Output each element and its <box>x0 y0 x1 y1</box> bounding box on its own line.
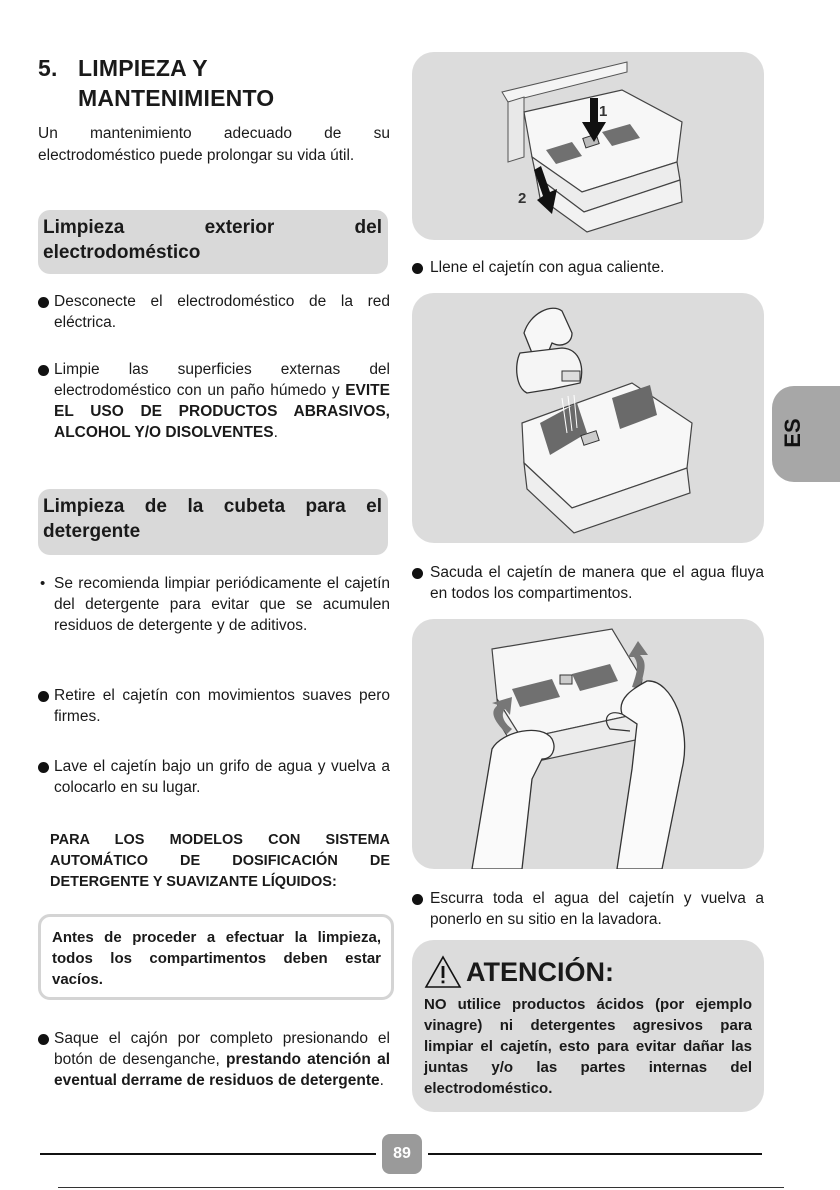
bullet-bold-text: prestando atención al eventual derrame de residuos de detergente <box>54 1051 390 1089</box>
bullet-recommendation <box>38 573 390 636</box>
attention-body: NO utilice productos ácidos (por ejemplo vinagre) ni detergentes agresivos para limpiar el cajetín, esto para evitar dañar las juntas y/o las partes internas del electrodoméstico. <box>424 996 752 1097</box>
section-title-line2: MANTENIMIENTO <box>78 85 275 111</box>
bottom-rule <box>58 1187 784 1188</box>
caption-fill-water <box>412 257 764 278</box>
bullet-small-dot-icon: • <box>40 575 46 592</box>
heading-exterior-cleaning: Limpieza exterior del electrodoméstico <box>38 210 388 274</box>
bullet-disconnect <box>38 291 390 333</box>
notice-text: Antes de proceder a efectuar la limpieza, todos los compartimentos deben estar vacíos. <box>52 929 381 988</box>
bullet-clean-surfaces <box>38 359 390 443</box>
bullet-bold-text: EVITE EL USO DE PRODUCTOS ABRASIVOS, ALCOHOL Y/O DISOLVENTES <box>54 382 390 441</box>
bullet-dot-icon <box>38 691 49 702</box>
bullet-remove-drawer <box>38 685 390 727</box>
bullet-pull-out-drawer <box>38 1028 390 1091</box>
footer-line-right <box>428 1153 762 1155</box>
bullet-text: Retire el cajetín con movimientos suaves pero firmes. <box>54 687 390 725</box>
bullet-text: Lave el cajetín bajo un grifo de agua y vuelva a colocarlo en su lugar. <box>54 758 390 796</box>
models-note: PARA LOS MODELOS CON SISTEMA AUTOMÁTICO DE DOSIFICACIÓN DE DETERGENTE Y SUAVIZANTE LÍQUIDOS: <box>50 832 390 890</box>
heading-detergent-drawer: Limpieza de la cubeta para el detergente <box>38 489 388 555</box>
attention-header <box>424 952 752 992</box>
language-tab-label: ES <box>780 418 805 448</box>
section-title <box>38 53 398 113</box>
bullet-text: Se recomienda limpiar periódicamente el cajetín del detergente para evitar que se acumulen residuos de detergente y de aditivos. <box>54 575 390 634</box>
bullet-dot-icon <box>38 297 49 308</box>
caption-text: Sacuda el cajetín de manera que el agua fluya en todos los compartimentos. <box>430 564 764 602</box>
bullet-dot-icon <box>38 365 49 376</box>
attention-title: ATENCIÓN: <box>466 956 614 987</box>
empty-compartments-notice <box>38 914 394 1000</box>
caption-drain-water <box>412 888 764 930</box>
warning-triangle-icon <box>424 955 462 989</box>
bullet-dot-icon <box>38 1034 49 1045</box>
intro-paragraph: Un mantenimiento adecuado de su electrodoméstico puede prolongar su vida útil. <box>38 125 390 164</box>
step-label-2: 2 <box>518 190 527 207</box>
step-label-1: 1 <box>599 103 608 120</box>
section-title-line1: LIMPIEZA Y <box>78 55 208 81</box>
caption-text: Llene el cajetín con agua caliente. <box>430 259 665 276</box>
attention-box <box>412 940 764 1112</box>
bullet-dot-icon <box>412 568 423 579</box>
faucet-filling-illustration <box>412 293 764 543</box>
caption-text: Escurra toda el agua del cajetín y vuelva a ponerlo en su sitio en la lavadora. <box>430 890 764 928</box>
caption-shake-drawer <box>412 562 764 604</box>
footer-line-left <box>40 1153 376 1155</box>
bullet-dot-icon <box>412 894 423 905</box>
drawer-removal-illustration <box>412 52 764 240</box>
bullet-text: Limpie las superficies externas del electrodoméstico con un paño húmedo y <box>54 361 390 399</box>
page-number: 89 <box>382 1134 422 1174</box>
bullet-dot-icon <box>412 263 423 274</box>
language-tab <box>772 386 840 482</box>
bullet-text: Desconecte el electrodoméstico de la red eléctrica. <box>54 293 390 331</box>
bullet-end: . <box>273 424 278 441</box>
bullet-text: Saque el cajón por completo presionando el botón de desenganche, <box>54 1030 390 1068</box>
section-number: 5. <box>38 55 58 81</box>
bullet-dot-icon <box>38 762 49 773</box>
bullet-wash-drawer <box>38 756 390 798</box>
bullet-end: . <box>379 1072 384 1089</box>
hands-draining-illustration <box>412 619 764 869</box>
